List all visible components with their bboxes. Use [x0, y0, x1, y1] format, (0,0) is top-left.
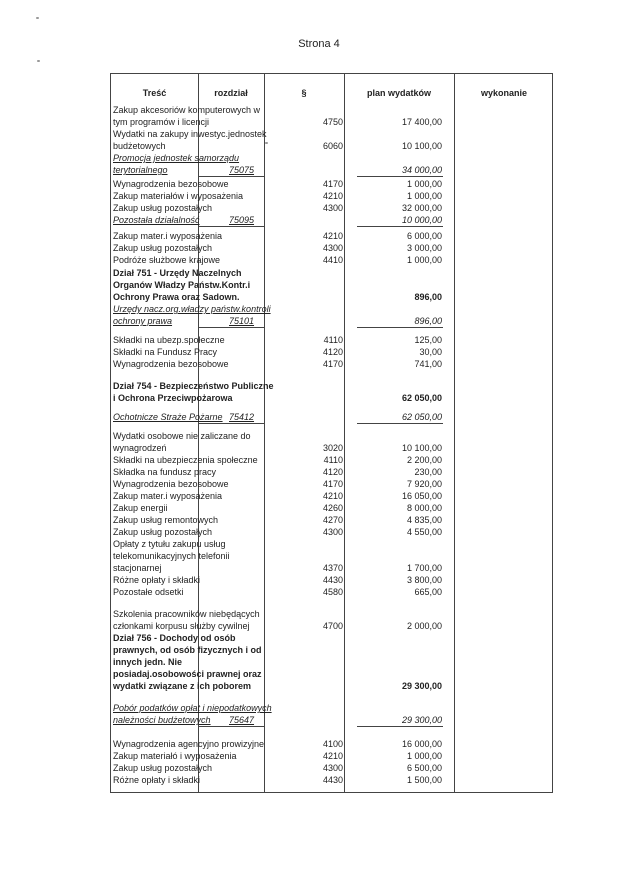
row-plan: 10 100,00 — [401, 141, 442, 151]
row-paragraf: 4210 — [322, 191, 343, 201]
row-plan: 896,00 — [414, 316, 442, 326]
row-description: Wynagrodzenia bezosobowe — [113, 359, 229, 369]
row-plan: 1 000,00 — [406, 255, 442, 265]
table-row — [111, 586, 554, 598]
row-paragraf: 4410 — [322, 255, 343, 265]
section-underline — [198, 423, 264, 424]
row-description: Zakup usług pozostałych — [113, 203, 213, 213]
row-plan: 32 000,00 — [401, 203, 442, 213]
table-row — [111, 358, 554, 370]
table-row — [111, 442, 554, 454]
row-description: Wynagrodzenia agencyjno prowizyjne — [113, 739, 265, 749]
table-row — [111, 774, 554, 786]
row-description: Zakup mater.i wyposażenia — [113, 491, 223, 501]
row-description: Pozostała działalność — [113, 215, 200, 225]
table-row — [111, 230, 554, 242]
row-description: Ochotnicze Straże Pożarne — [113, 412, 223, 422]
row-plan: 29 300,00 — [401, 681, 442, 691]
table-row — [111, 346, 554, 358]
section-underline — [357, 327, 443, 328]
row-plan: 6 500,00 — [406, 763, 442, 773]
section-underline — [198, 226, 264, 227]
row-plan: 1 000,00 — [406, 179, 442, 189]
row-plan: 3 000,00 — [406, 243, 442, 253]
table-row — [111, 392, 554, 404]
page-header: Strona 4 — [298, 38, 340, 50]
table-row — [111, 254, 554, 266]
table-row — [111, 656, 554, 668]
row-description: Zakup mater.i wyposażenia — [113, 231, 223, 241]
table-row — [111, 279, 554, 291]
row-description: Pobór podatków opłat i niepodatkowych — [113, 703, 272, 713]
row-plan: 10 000,00 — [401, 215, 442, 225]
row-paragraf: 4120 — [322, 467, 343, 477]
scan-speck — [36, 17, 39, 19]
table-row — [111, 562, 554, 574]
table-row — [111, 608, 554, 620]
row-paragraf: 3020 — [322, 443, 343, 453]
table-row — [111, 334, 554, 346]
row-paragraf: 4300 — [322, 203, 343, 213]
table-row — [111, 267, 554, 279]
table-row — [111, 644, 554, 656]
row-description: Dział 751 - Urzędy Naczelnych — [113, 268, 242, 278]
row-paragraf: 4210 — [322, 491, 343, 501]
row-description: Urzędy nacz.org.władzy państw.kontroli — [113, 304, 271, 314]
row-description: Składki na Fundusz Pracy — [113, 347, 218, 357]
row-plan: 62 050,00 — [401, 393, 442, 403]
row-rozdzial: 75412 — [229, 412, 255, 422]
row-plan: 1 000,00 — [406, 751, 442, 761]
row-plan: 34 000,00 — [401, 165, 442, 175]
row-plan: 3 800,00 — [406, 575, 442, 585]
row-paragraf: 4580 — [322, 587, 343, 597]
row-description: Dział 756 - Dochody od osób — [113, 633, 236, 643]
row-description: prawnych, od osób fizycznych i od — [113, 645, 262, 655]
row-plan: 125,00 — [414, 335, 442, 345]
row-description: Zakup usług pozostałych — [113, 763, 213, 773]
row-plan: 8 000,00 — [406, 503, 442, 513]
table-row — [111, 116, 554, 128]
row-plan: 6 000,00 — [406, 231, 442, 241]
row-description: Opłaty z tytułu zakupu usług — [113, 539, 226, 549]
row-plan: 4 835,00 — [406, 515, 442, 525]
table-row — [111, 466, 554, 478]
row-description: Wynagrodzenia bezosobowe — [113, 179, 229, 189]
table-row — [111, 490, 554, 502]
row-description: Pozostałe odsetki — [113, 587, 184, 597]
row-paragraf: 4170 — [322, 479, 343, 489]
row-paragraf: 4700 — [322, 621, 343, 631]
row-plan: 16 000,00 — [401, 739, 442, 749]
row-description: tym programów i licencji — [113, 117, 210, 127]
row-description: Dział 754 - Bezpieczeństwo Publiczne — [113, 381, 274, 391]
row-description: Zakup akcesoriów komputerowych w — [113, 105, 261, 115]
row-description: Promocja jednostek samorządu — [113, 153, 240, 163]
row-description: Wydatki na zakupy inwestyc.jednostek — [113, 129, 267, 139]
row-description: Ochrony Prawa oraz Sadown. — [113, 292, 240, 302]
row-paragraf: 4260 — [322, 503, 343, 513]
section-underline — [357, 726, 443, 727]
section-underline — [198, 327, 264, 328]
row-description: Zakup usług remontowych — [113, 515, 219, 525]
table-row — [111, 632, 554, 644]
row-description: Wydatki osobowe nie zaliczane do — [113, 431, 251, 441]
row-plan: 2 000,00 — [406, 621, 442, 631]
table-row — [111, 164, 554, 176]
budget-table — [110, 73, 553, 793]
row-description: terytorialnego — [113, 165, 168, 175]
row-plan: 896,00 — [414, 292, 442, 302]
row-plan: 16 050,00 — [401, 491, 442, 501]
row-plan: 4 550,00 — [406, 527, 442, 537]
row-paragraf: 4120 — [322, 347, 343, 357]
row-description: Zakup materiałów i wyposażenia — [113, 191, 244, 201]
row-paragraf: 4110 — [323, 455, 343, 465]
row-description: Składki na ubezp.społeczne — [113, 335, 225, 345]
table-row — [111, 680, 554, 692]
row-plan: 62 050,00 — [401, 412, 442, 422]
row-description: Składki na ubezpieczenia społeczne — [113, 455, 258, 465]
table-row — [111, 128, 554, 140]
row-plan: 1 700,00 — [406, 563, 442, 573]
table-row — [111, 315, 554, 327]
row-rozdzial: 75101 — [229, 316, 255, 326]
row-paragraf: 4430 — [322, 575, 343, 585]
row-description: Różne opłaty i składki — [113, 575, 201, 585]
row-paragraf: 4210 — [322, 751, 343, 761]
row-paragraf: 4210 — [322, 231, 343, 241]
table-row — [111, 202, 554, 214]
table-row — [111, 502, 554, 514]
row-description: innych jedn. Nie — [113, 657, 183, 667]
row-description: Podróże służbowe krajowe — [113, 255, 221, 265]
table-row — [111, 152, 554, 164]
section-underline — [198, 726, 264, 727]
row-paragraf: 4300 — [322, 243, 343, 253]
row-plan: 2 200,00 — [406, 455, 442, 465]
row-paragraf: 4170 — [322, 179, 343, 189]
row-paragraf: 6060 — [322, 141, 343, 151]
row-paragraf: 4430 — [322, 775, 343, 785]
row-description: Zakup usług pozostałych — [113, 243, 213, 253]
table-row — [111, 214, 554, 226]
row-description: Różne opłaty i składki — [113, 775, 201, 785]
row-description: Wynagrodzenia bezosobowe — [113, 479, 229, 489]
table-row — [111, 714, 554, 726]
row-plan: 230,00 — [414, 467, 442, 477]
row-description: Składka na fundusz pracy — [113, 467, 217, 477]
row-description: Zakup usług pozostałych — [113, 527, 213, 537]
row-rozdzial: 75075 — [229, 165, 255, 175]
table-row — [111, 104, 554, 116]
scan-speck — [37, 60, 40, 62]
row-plan: 1 500,00 — [406, 775, 442, 785]
table-row — [111, 411, 554, 423]
header-rozdzial: rozdział — [214, 88, 248, 98]
row-description: należności budżetowych — [113, 715, 211, 725]
row-description: stacjonarnej — [113, 563, 162, 573]
row-plan: 10 100,00 — [401, 443, 442, 453]
header-tresc: Treść — [142, 88, 167, 98]
row-description: telekomunikacyjnych telefonii — [113, 551, 230, 561]
table-row — [111, 538, 554, 550]
row-description: wynagrodzeń — [113, 443, 167, 453]
row-plan: 30,00 — [419, 347, 442, 357]
table-row — [111, 242, 554, 254]
table-row — [111, 750, 554, 762]
row-plan: 17 400,00 — [401, 117, 442, 127]
table-row — [111, 380, 554, 392]
row-description: wydatki związane z ich poborem — [113, 681, 252, 691]
table-row — [111, 430, 554, 442]
row-plan: 7 920,00 — [406, 479, 442, 489]
header-wykonanie: wykonanie — [480, 88, 527, 98]
header-plan: plan wydatków — [366, 88, 431, 98]
section-underline — [198, 176, 264, 177]
row-description: Zakup materiałó i wyposażenia — [113, 751, 237, 761]
row-paragraf: 4170 — [322, 359, 343, 369]
row-paragraf: 4370 — [322, 563, 343, 573]
table-row — [111, 668, 554, 680]
table-row — [111, 140, 554, 152]
table-row — [111, 478, 554, 490]
table-row — [111, 526, 554, 538]
table-row — [111, 762, 554, 774]
row-plan: 665,00 — [414, 587, 442, 597]
table-row — [111, 303, 554, 315]
row-rozdzial: 75095 — [229, 215, 255, 225]
row-rozdzial: 75647 — [229, 715, 255, 725]
row-plan: 741,00 — [414, 359, 442, 369]
table-row — [111, 190, 554, 202]
row-paragraf: 4300 — [322, 527, 343, 537]
scan-speck — [265, 142, 268, 144]
section-underline — [357, 176, 443, 177]
section-underline — [357, 226, 443, 227]
row-description: posiadaj.osobowości prawnej oraz — [113, 669, 262, 679]
table-row — [111, 574, 554, 586]
row-description: członkami korpusu służby cywilnej — [113, 621, 250, 631]
row-description: Szkolenia pracowników niebędących — [113, 609, 260, 619]
table-row — [111, 738, 554, 750]
row-paragraf: 4300 — [322, 763, 343, 773]
table-row — [111, 178, 554, 190]
table-row — [111, 550, 554, 562]
row-paragraf: 4270 — [322, 515, 343, 525]
table-row — [111, 514, 554, 526]
section-underline — [357, 423, 443, 424]
row-description: i Ochrona Przeciwpożarowa — [113, 393, 233, 403]
row-description: ochrony prawa — [113, 316, 173, 326]
row-description: budżetowych — [113, 141, 166, 151]
table-row — [111, 620, 554, 632]
row-plan: 1 000,00 — [406, 191, 442, 201]
row-paragraf: 4100 — [322, 739, 343, 749]
row-paragraf: 4750 — [322, 117, 343, 127]
row-paragraf: 4110 — [323, 335, 343, 345]
row-description: Zakup energii — [113, 503, 168, 513]
row-plan: 29 300,00 — [401, 715, 442, 725]
table-row — [111, 291, 554, 303]
header-paragraf: § — [301, 88, 307, 98]
row-description: Organów Władzy Państw.Kontr.i — [113, 280, 251, 290]
table-row — [111, 702, 554, 714]
table-row — [111, 454, 554, 466]
